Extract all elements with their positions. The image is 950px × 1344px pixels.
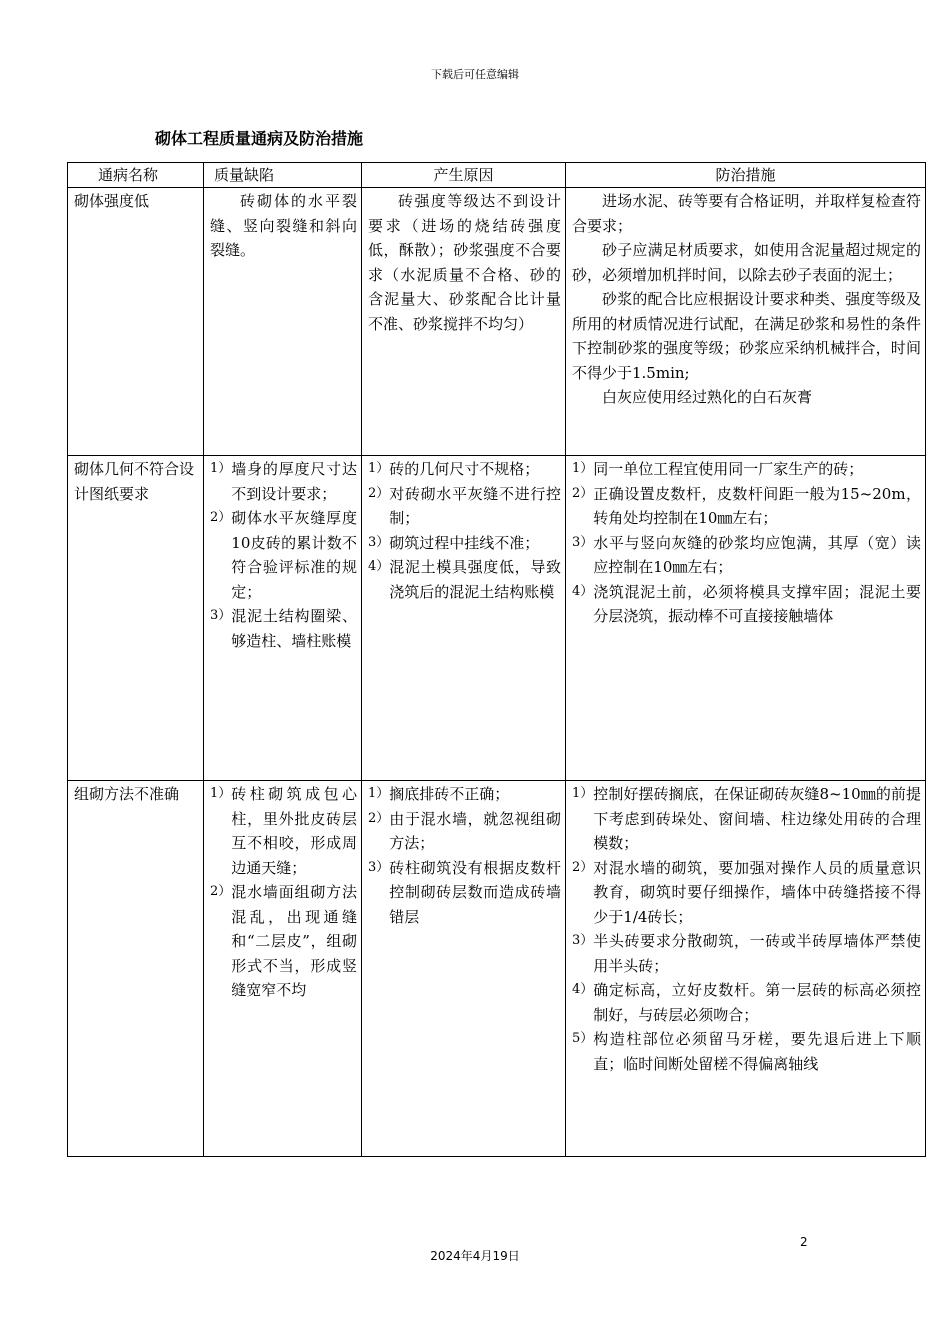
defect-text: 砖砌体的水平裂缝、竖向裂缝和斜向裂缝。 (210, 192, 357, 259)
item-number: 3） (368, 534, 390, 550)
item-text: 控制好摆砖搁底，在保证砌砖灰缝8~10㎜的前提下考虑到砖垛处、窗间墙、柱边缘处用砖的合理模数； (593, 785, 921, 852)
list-item (572, 531, 921, 580)
item-number: 3） (210, 608, 232, 623)
defect-cause (362, 188, 566, 456)
item-number: 1） (368, 786, 390, 801)
item-text: 砖的几何尺寸不规格； (389, 460, 540, 478)
item-text: 浇筑混泥土前，必须将模具支撑牢固；混泥土要分层浇筑，振动棒不可直接接触墙体 (593, 582, 921, 625)
list-item (368, 531, 561, 556)
item-number: 5） (572, 1031, 594, 1046)
item-text: 半头砖要求分散砌筑，一砖或半砖厚墙体严禁使用半头砖； (593, 932, 921, 975)
table-row (68, 188, 926, 456)
list-item (368, 856, 561, 930)
list-item (572, 929, 921, 978)
header-defect: 质量缺陷 (204, 163, 362, 188)
measure-paragraph: 砂浆的配合比应根据设计要求种类、强度等级及所用的材质情况进行试配，在满足砂浆和易性的条件下控制砂浆的强度等级；砂浆应采纳机械拌合，时间不得少于1.5min; (572, 290, 921, 382)
defect-name: 砌体几何不符合设计图纸要求 (68, 456, 204, 781)
defects-table (67, 162, 926, 1157)
table-header-row (68, 163, 926, 188)
item-number: 2） (210, 510, 232, 525)
list-item (572, 978, 921, 1027)
item-text: 构造柱部位必须留马牙槎，要先退后进上下顺直；临时间断处留槎不得偏离轴线 (593, 1030, 921, 1073)
table-row (68, 781, 926, 1157)
list-item (210, 880, 357, 1003)
list-item (572, 457, 921, 482)
item-number: 2） (572, 859, 594, 875)
header-name: 通病名称 (68, 163, 204, 188)
header-note: 下载后可任意编辑 (431, 68, 519, 81)
item-number: 2） (368, 485, 390, 501)
list-item (572, 856, 921, 930)
measure-paragraph: 进场水泥、砖等要有合格证明，并取样复检查符合要求； (572, 192, 921, 235)
cause-text: 砖强度等级达不到设计要求（进场的烧结砖强度低，酥散）；砂浆强度不合要求（水泥质量不合格、砂的含泥量大、砂浆配合比计量不准、砂浆搅拌不均匀） (368, 192, 561, 333)
header-measures: 防治措施 (566, 163, 926, 188)
defect-measures (566, 456, 926, 781)
list-item (210, 506, 357, 604)
table-row (68, 456, 926, 781)
item-text: 水平与竖向灰缝的砂浆均应饱满，其厚（宽）读应控制在10㎜左右； (593, 533, 921, 576)
defect-description (204, 188, 362, 456)
defect-description (204, 456, 362, 781)
defect-measures (566, 781, 926, 1157)
item-text: 由于混水墙，就忽视组砌方法； (389, 809, 561, 852)
item-number: 4） (572, 583, 594, 599)
item-number: 3） (572, 534, 594, 550)
item-number: 1） (368, 461, 390, 476)
defect-cause (362, 781, 566, 1157)
page-number: 2 (800, 1235, 808, 1249)
item-text: 确定标高，立好皮数杆。第一层砖的标高必须控制好，与砖层必须吻合； (593, 981, 921, 1024)
list-item (572, 782, 921, 856)
header-cause: 产生原因 (362, 163, 566, 188)
list-item (210, 457, 357, 506)
item-number: 1） (572, 786, 594, 801)
item-text: 砖柱砌筑没有根据皮数杆控制砌砖层数而造成砖墙错层 (389, 858, 561, 926)
item-number: 2） (210, 884, 232, 899)
item-text: 正确设置皮数杆，皮数杆间距一般为15~20m，转角处均控制在10㎜左右； (593, 484, 921, 527)
measure-paragraph: 白灰应使用经过熟化的白石灰膏 (602, 388, 813, 406)
item-text: 砌筑过程中挂线不准； (389, 533, 540, 552)
item-text: 搁底排砖不正确； (389, 785, 510, 803)
document-title: 砌体工程质量通病及防治措施 (155, 129, 364, 148)
list-item (368, 457, 561, 482)
list-item (572, 580, 921, 629)
list-item (368, 482, 561, 531)
item-text: 同一单位工程宜使用同一厂家生产的砖； (593, 460, 864, 478)
defect-name: 组砌方法不准确 (68, 781, 204, 1157)
item-text: 砖柱砌筑成包心柱，里外批皮砖层互不相咬，形成周边通天缝； (231, 785, 357, 877)
list-item (368, 807, 561, 856)
list-item (572, 1027, 921, 1076)
item-text: 墙身的厚度尺寸达不到设计要求； (231, 460, 357, 503)
item-number: 3） (572, 933, 594, 948)
list-item (210, 782, 357, 880)
footer-date: 2024年4月19日 (430, 1249, 520, 1263)
item-number: 1） (210, 786, 232, 801)
item-text: 对混水墙的砌筑，要加强对操作人员的质量意识教育，砌筑时要仔细操作，墙体中砖缝搭接不得少于1/4砖长； (593, 858, 921, 926)
item-text: 混泥土模具强度低，导致浇筑后的混泥土结构账模 (389, 558, 561, 601)
item-number: 2） (572, 485, 594, 501)
item-number: 4） (572, 982, 594, 997)
list-item (368, 555, 561, 604)
defect-measures (566, 188, 926, 456)
item-text: 砌体水平灰缝厚度10皮砖的累计数不符合验评标准的规定； (231, 509, 357, 601)
item-number: 3） (368, 859, 390, 875)
list-item (368, 782, 561, 807)
defect-cause (362, 456, 566, 781)
item-text: 混水墙面组砌方法混乱，出现通缝和“二层皮”，组砌形式不当，形成竖缝宽窄不均 (231, 883, 357, 999)
list-item (572, 482, 921, 531)
item-text: 对砖砌水平灰缝不进行控制； (389, 484, 561, 527)
measure-paragraph: 砂子应满足材质要求，如使用含泥量超过规定的砂，必须增加机拌时间，以除去砂子表面的泥土； (572, 241, 921, 284)
item-number: 4） (368, 559, 390, 574)
defect-name: 砌体强度低 (68, 188, 204, 456)
item-number: 2） (368, 810, 390, 826)
item-text: 混泥土结构圈梁、够造柱、墙柱账模 (231, 607, 357, 650)
item-number: 1） (572, 461, 594, 476)
item-number: 1） (210, 461, 232, 476)
defect-description (204, 781, 362, 1157)
list-item (210, 604, 357, 653)
